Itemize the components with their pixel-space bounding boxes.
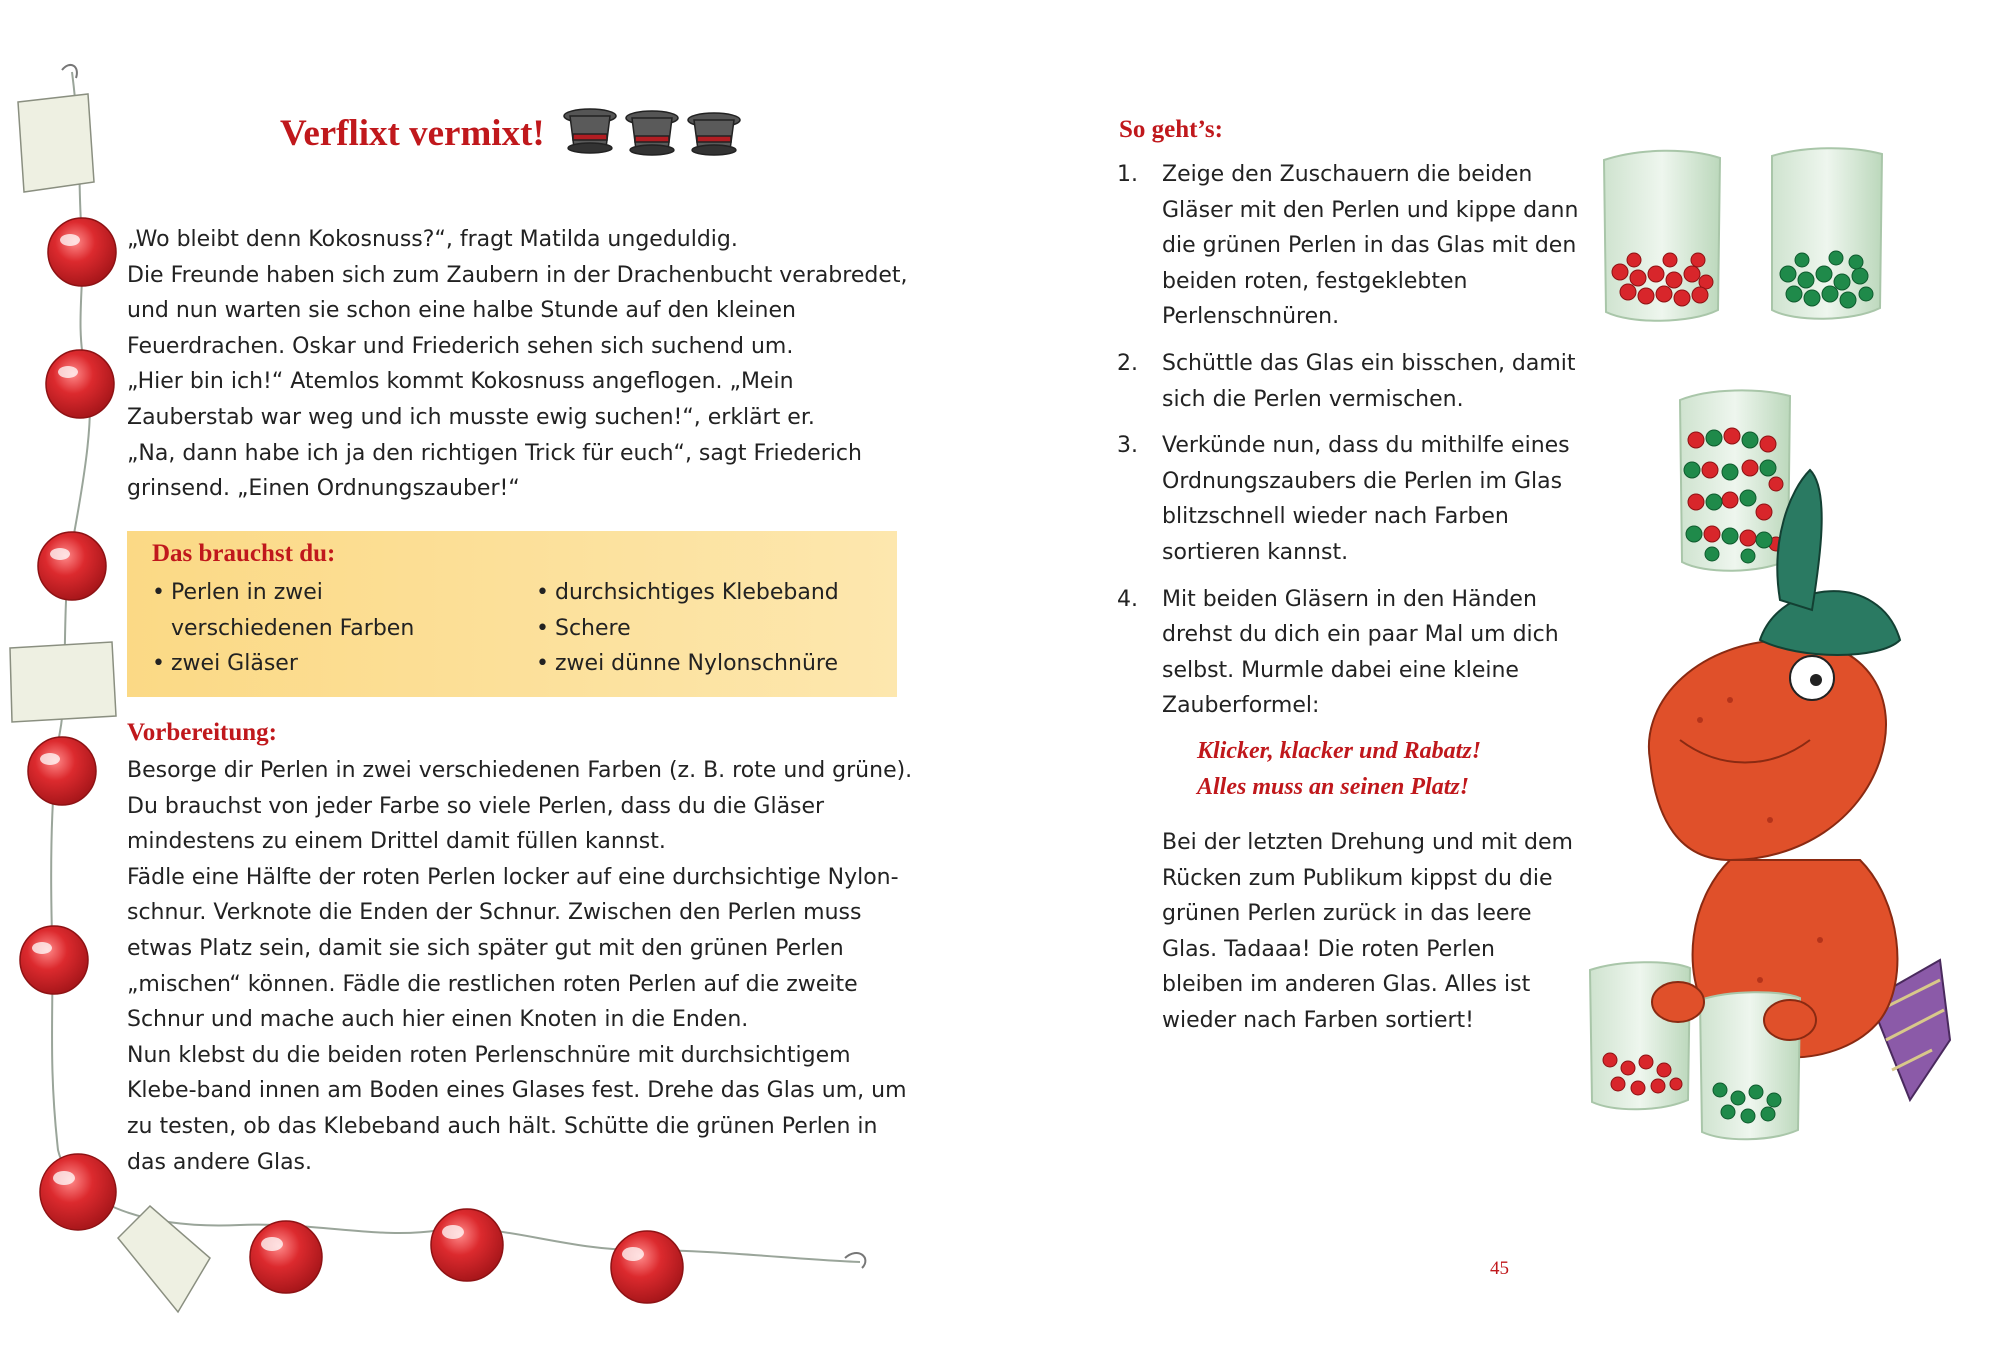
jar-mixed <box>1680 390 1790 570</box>
dragon-illustration <box>1590 470 1950 1139</box>
tape-icon <box>18 65 94 192</box>
step-item <box>1117 428 1597 570</box>
list-item: • durchsichtiges Klebeband <box>536 575 866 611</box>
list-item: • zwei Gläser <box>152 646 482 682</box>
preparation-paragraph: Fädle eine Hälfte der roten Perlen locker auf eine durchsichtige Nylon-schnur. Verknote die Enden der Schnur. Zwischen den Perlen muss etwas Platz sein, damit sie sich später gut mit den grünen Perlen „mischen“ können. Fädle die restlichen roten Perlen auf die zweite Schnur und mache auch hier einen Knoten in die Enden. <box>127 864 899 1033</box>
glass-jar-illustration <box>1580 140 2000 1160</box>
top-hat-icon <box>560 104 750 156</box>
steps-heading: So geht’s: <box>1119 116 1223 143</box>
bead <box>611 1231 683 1303</box>
step-number: 3. <box>1117 433 1138 459</box>
step-number: 2. <box>1117 350 1138 376</box>
materials-heading: Das brauchst du: <box>152 540 336 567</box>
step-text: Schüttle das Glas ein bisschen, damit sich die Perlen vermischen. <box>1162 350 1576 412</box>
intro-paragraph: „Hier bin ich!“ Atemlos kommt Kokosnuss angeflogen. „Mein Zauberstab war weg und ich musste ewig suchen!“, erklärt er. <box>127 369 815 430</box>
step-text: Mit beiden Gläsern in den Händen drehst du dich ein paar Mal um dich selbst. Murmle dabei eine kleine Zauberformel: <box>1162 586 1559 719</box>
preparation-heading: Vorbereitung: <box>127 719 277 746</box>
spell-line: Alles muss an seinen Platz! <box>1197 773 1470 800</box>
list-item: • zwei dünne Nylonschnüre <box>536 646 866 682</box>
bead <box>28 737 96 805</box>
bead <box>48 218 116 286</box>
page-number: 45 <box>1490 1258 1509 1279</box>
tape-icon <box>10 642 116 722</box>
materials-list-1 <box>152 575 482 682</box>
spell-line: Klicker, klacker und Rabatz! <box>1197 738 1482 764</box>
list-item: • Perlen in zwei verschiedenen Farben <box>152 575 482 646</box>
step-item <box>1117 346 1597 417</box>
step-text: Verkünde nun, dass du mithilfe eines Ordnungszaubers die Perlen im Glas blitzschnell wieder nach Farben sortieren kannst. <box>1162 433 1570 565</box>
step-number: 4. <box>1117 586 1138 612</box>
preparation-paragraph: Nun klebst du die beiden roten Perlenschnüre mit durchsichtigem Klebe-band innen am Boden eines Glases fest. Drehe das Glas um, um zu testen, ob das Klebeband auch hält. Schütte die grünen Perlen in das andere Glas. <box>127 1042 907 1175</box>
intro-paragraph: „Wo bleibt denn Kokosnuss?“, fragt Matilda ungeduldig. <box>127 227 738 252</box>
intro-paragraph: Die Freunde haben sich zum Zaubern in der Drachenbucht verabredet, und nun warten sie schon eine halbe Stunde auf den kleinen Feuerdrachen. Oskar und Friederich sehen sich suchend um. <box>127 262 908 359</box>
intro-paragraph: „Na, dann habe ich ja den richtigen Trick für euch“, sagt Friederich grinsend. „Einen Ordnungszauber!“ <box>127 440 862 502</box>
steps-list <box>1117 157 1597 735</box>
bead <box>250 1221 322 1293</box>
ending-text: Bei der letzten Drehung und mit dem Rücken zum Publikum kippst du die grünen Perlen zurück in das leere Glas. Tadaaa! Die roten Perlen bleiben im anderen Glas. Alles ist wieder nach Farben sortiert! <box>1162 830 1573 1033</box>
page-title: Verflixt vermixt! <box>280 113 545 154</box>
materials-list-2 <box>536 575 866 682</box>
step-number: 1. <box>1117 162 1138 187</box>
preparation-text <box>127 753 917 1180</box>
bead <box>20 926 88 994</box>
bead <box>431 1209 503 1281</box>
bead <box>40 1154 116 1230</box>
jar-red <box>1604 151 1720 321</box>
list-item: • Schere <box>536 611 866 647</box>
bead <box>46 350 114 418</box>
bead <box>38 532 106 600</box>
step-text: Zeige den Zuschauern die beiden Gläser mit den Perlen und kippe dann die grünen Perlen in das Glas mit den beiden roten, festgeklebten Perlenschnüren. <box>1162 162 1579 330</box>
preparation-paragraph: Besorge dir Perlen in zwei verschiedenen Farben (z. B. rote und grüne). Du brauchst von jeder Farbe so viele Perlen, dass du die Gläser mindestens zu einem Drittel damit füllen kannst. <box>127 758 913 855</box>
jar-green <box>1772 148 1882 319</box>
step-item <box>1117 582 1597 724</box>
tape-icon <box>118 1206 210 1312</box>
magic-spell <box>1197 734 1481 805</box>
step-item <box>1117 157 1597 335</box>
intro-text <box>127 222 917 507</box>
